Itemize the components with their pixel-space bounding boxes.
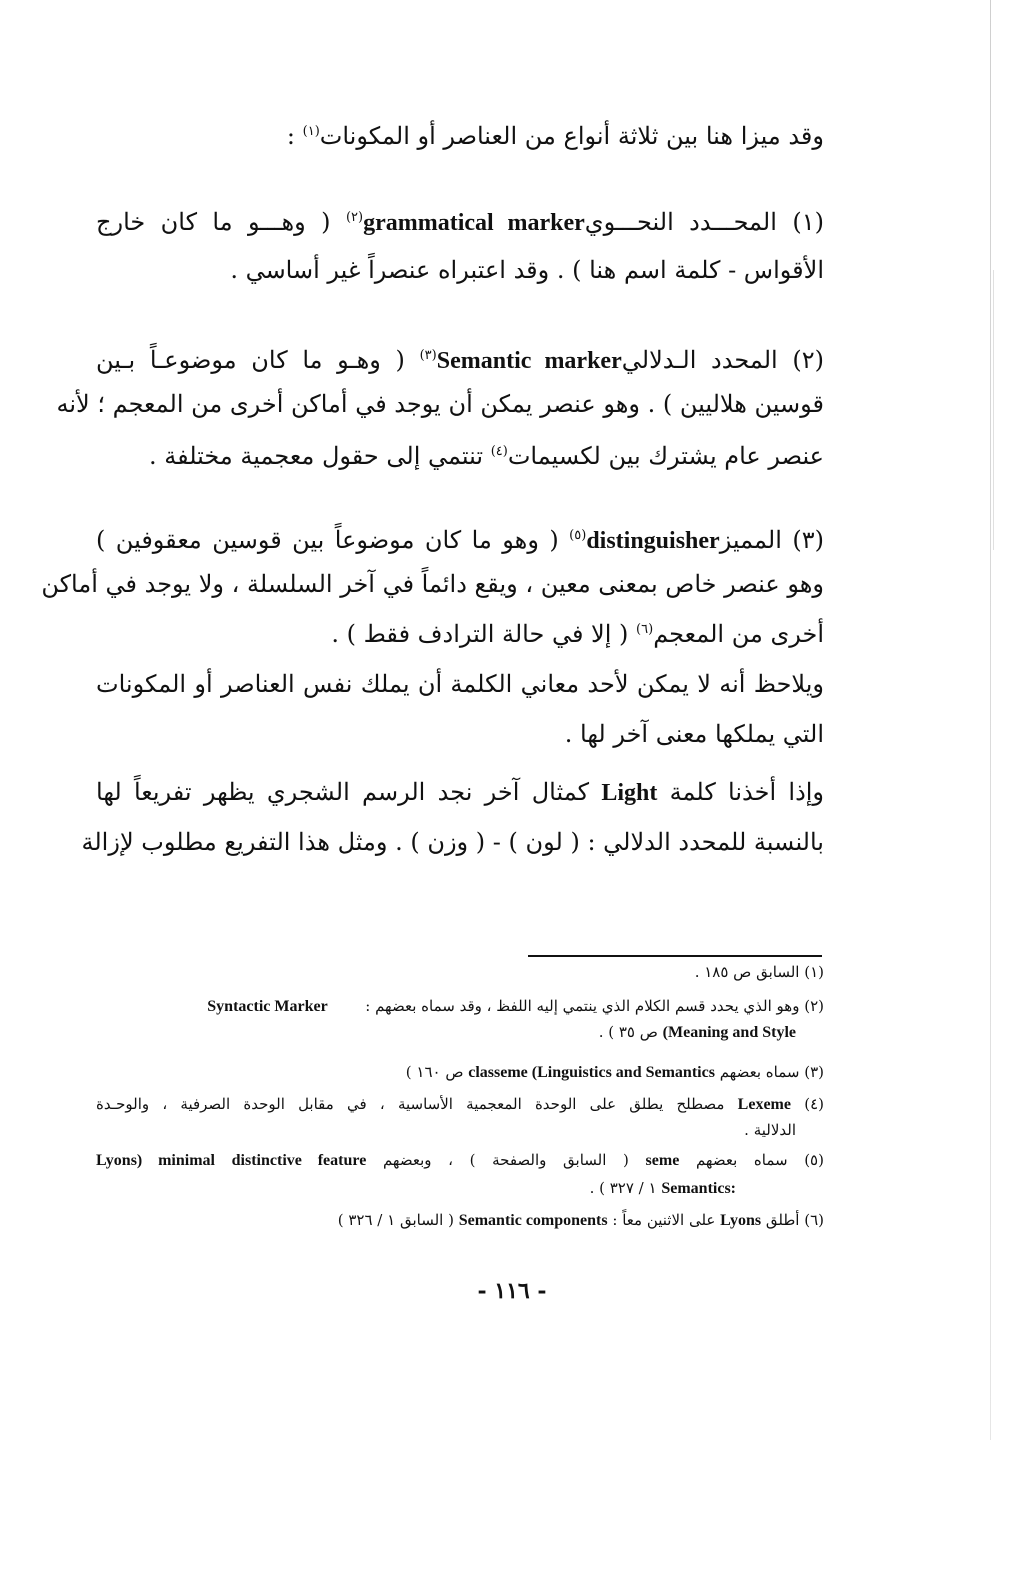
intro-text: وقد ميزا هنا بين ثلاثة أنواع من العناصر أو المكونات — [319, 122, 824, 150]
footnote-5-cont — [96, 1176, 736, 1200]
page-number: - ١١٦ - — [477, 1278, 547, 1304]
footnote-ref: (٤) — [490, 444, 508, 459]
footnote-term: Lyons — [720, 1212, 762, 1229]
item-text: كمثال آخر نجد الرسم الشجري يظهر تفريعاً لها — [96, 778, 590, 806]
item2-line2: قوسين هلاليين ) . وهو عنصر يمكن أن يوجد في أماكن أخرى من المعجم ؛ لأنه — [56, 390, 824, 418]
item-text: ( وهـــو ما كان خارج — [96, 208, 331, 236]
note-line1: ويلاحظ أنه لا يمكن لأحد معاني الكلمة أن يملك نفس العناصر أو المكونات — [96, 670, 824, 698]
footnote-term: Semantics: — [661, 1180, 736, 1197]
footnote-ref: (٦) — [636, 622, 654, 637]
footnote-number: (٤) — [804, 1095, 824, 1113]
item-text: أخرى من المعجم — [653, 620, 824, 648]
item2-line3 — [96, 432, 824, 472]
term-arabic: المميز — [719, 526, 782, 554]
footnote-ref: (١) — [302, 124, 320, 139]
footnote-text: (٣) سماه بعضهم — [719, 1063, 824, 1081]
footnote-text: ص ١٦٠ ) — [405, 1063, 464, 1081]
item-text: ( إلا في حالة الترادف فقط ) . — [331, 620, 629, 648]
footnote-text: ١ / ٣٢٧ ) . — [589, 1179, 657, 1197]
footnote-3 — [96, 1060, 824, 1084]
item1-line2: الأقواس - كلمة اسم هنا ) . وقد اعتبراه عنصراً غير أساسي . — [230, 256, 824, 284]
footnote-text: ( السابق ١ / ٣٢٦ ) — [337, 1211, 454, 1229]
footnote-2-cont — [96, 1020, 796, 1044]
footnote-4 — [96, 1092, 824, 1116]
item-text: ( وهـو ما كان موضوعـاً بـين — [96, 346, 405, 374]
footnote-text: مصطلح يطلق على الوحدة المعجمية الأساسية ، في مقابل الوحدة الصرفية ، والوحـدة — [96, 1095, 725, 1113]
footnote-text: (٦) أطلق — [765, 1211, 824, 1229]
term-english: Semantic marker — [436, 348, 622, 374]
footnote-text: (٢) وهو الذي يحدد قسم الكلام الذي ينتمي إليه اللفظ ، وقد سماه بعضهم : — [365, 997, 824, 1015]
footnote-1: (١) السابق ص ١٨٥ . — [694, 963, 824, 981]
item-number: (٣) — [792, 526, 824, 554]
page-edge-line — [993, 270, 994, 550]
page-edge-line — [990, 0, 991, 1440]
footnote-6 — [96, 1208, 824, 1232]
footnote-ref: (٣) — [419, 348, 437, 363]
footnote-text: ص ٣٥ ) . — [598, 1023, 658, 1041]
footnote-rule — [528, 955, 822, 957]
footnote-term: Semantic components — [458, 1212, 608, 1229]
footnote-term: Lyons) minimal — [96, 1152, 215, 1169]
footnote-text: على الاثنين معاً : — [612, 1211, 716, 1229]
item-text: عنصر عام يشترك بين لكسيمات — [507, 442, 824, 470]
item-text: ( وهو ما كان موضوعاً بين قوسين معقوفين ) — [96, 526, 559, 554]
footnote-term: (Meaning and Style — [662, 1024, 796, 1041]
footnote-term: Syntactic Marker — [207, 998, 328, 1015]
footnote-ref: (٥) — [569, 528, 587, 543]
item3-line3 — [96, 610, 824, 650]
item1-line1 — [96, 198, 824, 238]
item3-line1 — [96, 516, 824, 556]
term-english: distinguisher — [586, 528, 720, 554]
term-arabic: المحـــدد النحـــوي — [584, 208, 777, 236]
footnote-term: distinctive feature — [231, 1152, 367, 1169]
item-number: (١) — [792, 208, 824, 236]
footnote-term: classeme (Linguistics and Semantics — [468, 1064, 715, 1081]
item-text: تنتمي إلى حقول معجمية مختلفة . — [148, 442, 484, 470]
item-text: وإذا أخذنا كلمة — [669, 778, 825, 806]
footnote-ref: (٢) — [345, 210, 364, 225]
item3-line2: وهو عنصر خاص بمعنى معين ، ويقع دائماً في آخر السلسلة ، ولا يوجد في أماكن — [41, 570, 824, 598]
footnote-2 — [96, 994, 824, 1018]
term-english: grammatical marker — [363, 210, 585, 236]
term-arabic: المحدد الـدلالي — [621, 346, 778, 374]
footnote-text: ( السابق والصفحة ) ، وبعضهم — [382, 1151, 629, 1169]
footnote-5 — [96, 1148, 824, 1172]
intro-line — [96, 112, 824, 152]
light-line1 — [96, 772, 824, 812]
footnote-term: seme — [645, 1152, 680, 1169]
term-english: Light — [601, 780, 658, 806]
note-line2: التي يملكها معنى آخر لها . — [564, 720, 824, 748]
item-number: (٢) — [792, 346, 825, 374]
footnote-term: Lexeme — [737, 1096, 791, 1113]
footnote-text: (٥) سماه بعضهم — [695, 1151, 824, 1169]
footnote-4-cont: الدلالية . — [744, 1121, 796, 1139]
intro-colon: : — [286, 122, 295, 150]
item2-line1 — [96, 336, 824, 376]
light-line2: بالنسبة للمحدد الدلالي : ( لون ) - ( وزن ) . ومثل هذا التفريع مطلوب لإزالة — [81, 828, 824, 856]
